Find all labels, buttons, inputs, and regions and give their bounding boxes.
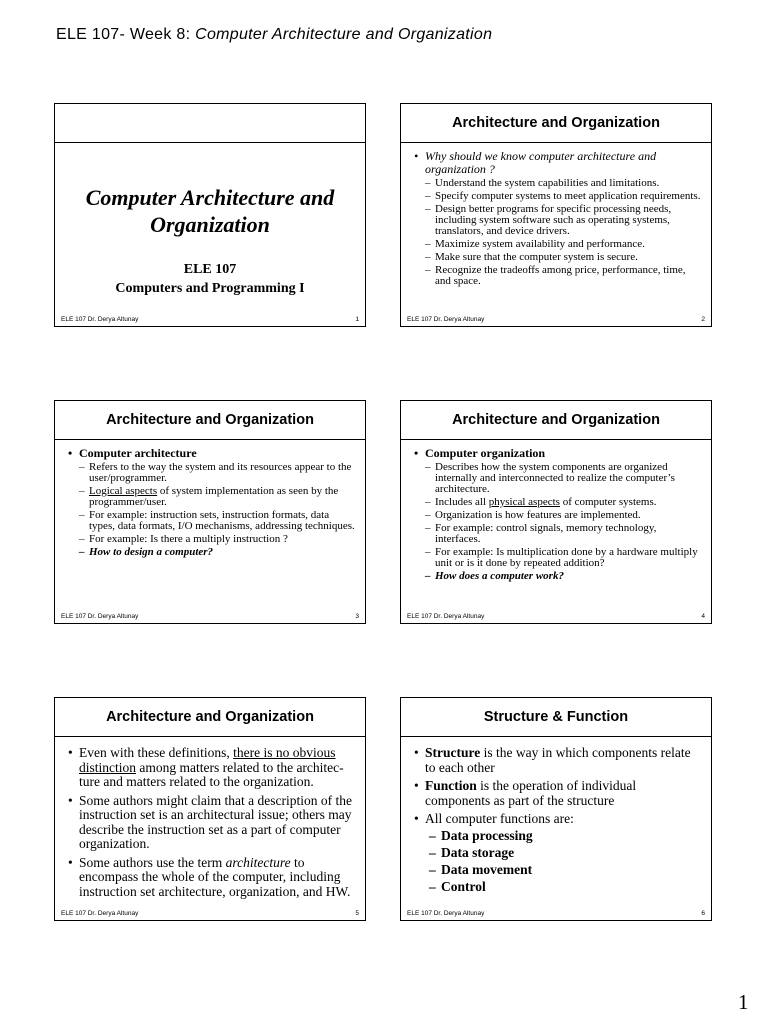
function-item: – Control — [411, 878, 703, 895]
italic-term: architecture — [225, 854, 291, 870]
cover-subtitle — [55, 260, 365, 298]
sub-bullet: – How does a computer work? — [411, 571, 703, 582]
slide-1 — [54, 103, 366, 327]
sub-bullet: – For example: Is there a multiply instruction ? — [65, 534, 357, 545]
bullet — [65, 746, 357, 790]
sub-bullet: – Specify computer systems to meet application requirements. — [411, 191, 703, 202]
slide-footer-author: ELE 107 Dr. Derya Altunay — [407, 910, 485, 917]
page-number: 1 — [738, 990, 749, 1014]
slide-number: 3 — [355, 613, 359, 620]
slide-title: Structure & Function — [401, 698, 711, 737]
sub-bullet: – Describes how the system components are organized internally and interconnected to realize the computer’s architecture. — [411, 462, 703, 495]
slide-title: Architecture and Organization — [401, 401, 711, 440]
sub-bullet: – For example: control signals, memory technology, interfaces. — [411, 523, 703, 545]
sub-bullet: – Recognize the tradeoffs among price, performance, time, and space. — [411, 265, 703, 287]
bullet: • Why should we know computer architecture and organization ? — [411, 150, 703, 176]
slide-body — [411, 445, 703, 582]
slide-4 — [400, 400, 712, 624]
slide-number: 6 — [701, 910, 705, 917]
slide-number: 2 — [701, 316, 705, 323]
bold-term: Structure — [425, 745, 481, 760]
course-name: Computers and Programming I — [115, 281, 305, 296]
course-label: ELE 107- Week 8: — [56, 26, 191, 43]
sub-bullet: – Maximize system availability and performance. — [411, 239, 703, 250]
slide-title — [55, 104, 365, 143]
bullet — [411, 746, 703, 775]
function-item: – Data storage — [411, 844, 703, 861]
sub-bullet: – Refers to the way the system and its resources appear to the user/programmer. — [65, 462, 357, 484]
bullet-text: is the way in which components relate to each other — [425, 745, 691, 775]
sub-bullet: – Understand the system capabilities and limitations. — [411, 178, 703, 189]
sub-bullet-text: of system implementation as seen by the programmer/user. — [89, 485, 339, 508]
sub-bullet: – For example: Is multiplication done by a hardware multiply unit or is it done by repeated addition? — [411, 547, 703, 569]
slide-footer-author: ELE 107 Dr. Derya Altunay — [61, 910, 139, 917]
slide-number: 4 — [701, 613, 705, 620]
sub-bullet: – Make sure that the computer system is secure. — [411, 252, 703, 263]
underlined-term: physical aspects — [488, 496, 560, 508]
slide-footer-author: ELE 107 Dr. Derya Altunay — [61, 316, 139, 323]
underlined-phrase: there is no obvious distinction — [79, 745, 336, 775]
slide-body — [65, 742, 357, 899]
sub-bullet: – Design better programs for specific processing needs, including system software such as operating systems, translators, and device drivers. — [411, 204, 703, 237]
bullet: • Computer organization — [411, 447, 703, 460]
slide-number: 5 — [355, 910, 359, 917]
course-code: ELE 107 — [183, 262, 237, 277]
sub-bullet — [411, 497, 703, 508]
underlined-term: Logical aspects — [89, 485, 158, 497]
slide-footer-author: ELE 107 Dr. Derya Altunay — [407, 613, 485, 620]
slide-title: Architecture and Organization — [55, 401, 365, 440]
slide-number: 1 — [355, 316, 359, 323]
sub-bullet-text: of computer systems. — [562, 496, 657, 508]
bullet-text: to encompass the whole of the computer, including instruction set architecture, organization, and HW. — [79, 854, 351, 899]
page-header — [56, 26, 492, 44]
sub-bullet: – Organization is how features are implemented. — [411, 510, 703, 521]
function-item: – Data processing — [411, 827, 703, 844]
bullet — [65, 856, 357, 900]
bullet-text: Even with these definitions, — [79, 745, 230, 760]
slide-title: Architecture and Organization — [55, 698, 365, 737]
slide-title: Architecture and Organization — [401, 104, 711, 143]
slide-body — [411, 148, 703, 287]
bullet: • Computer architecture — [65, 447, 357, 460]
cover-title — [55, 184, 365, 238]
bullet — [411, 779, 703, 808]
sub-bullet: – How to design a computer? — [65, 547, 357, 558]
bullet-text: among matters related to the architec-ture and matters related to the organization. — [79, 759, 344, 789]
slide-body — [65, 445, 357, 558]
bullet-text: Some authors use the term — [79, 854, 223, 870]
slide-footer-author: ELE 107 Dr. Derya Altunay — [61, 613, 139, 620]
bullet-text: is the operation of individual components as part of the structure — [425, 778, 637, 808]
slide-5 — [54, 697, 366, 921]
sub-bullet — [65, 486, 357, 508]
slide-6 — [400, 697, 712, 921]
sub-bullet-text: Includes all — [435, 496, 487, 508]
slide-2 — [400, 103, 712, 327]
bullet: • All computer functions are: — [411, 812, 703, 827]
slide-3 — [54, 400, 366, 624]
bold-term: Function — [425, 778, 477, 793]
cover-title-line: Organization — [150, 212, 270, 237]
slide-body — [411, 742, 703, 895]
function-item: – Data movement — [411, 861, 703, 878]
bullet: • Some authors might claim that a description of the instruction set is an architectural issue; others may describe the instruction set as a part of computer organization. — [65, 794, 357, 852]
cover-title-line: Computer Architecture and — [85, 185, 335, 210]
sub-bullet: – For example: instruction sets, instruction formats, data types, data formats, I/O mechanisms, addressing techniques. — [65, 510, 357, 532]
topic-label: Computer Architecture and Organization — [195, 26, 493, 43]
slide-footer-author: ELE 107 Dr. Derya Altunay — [407, 316, 485, 323]
